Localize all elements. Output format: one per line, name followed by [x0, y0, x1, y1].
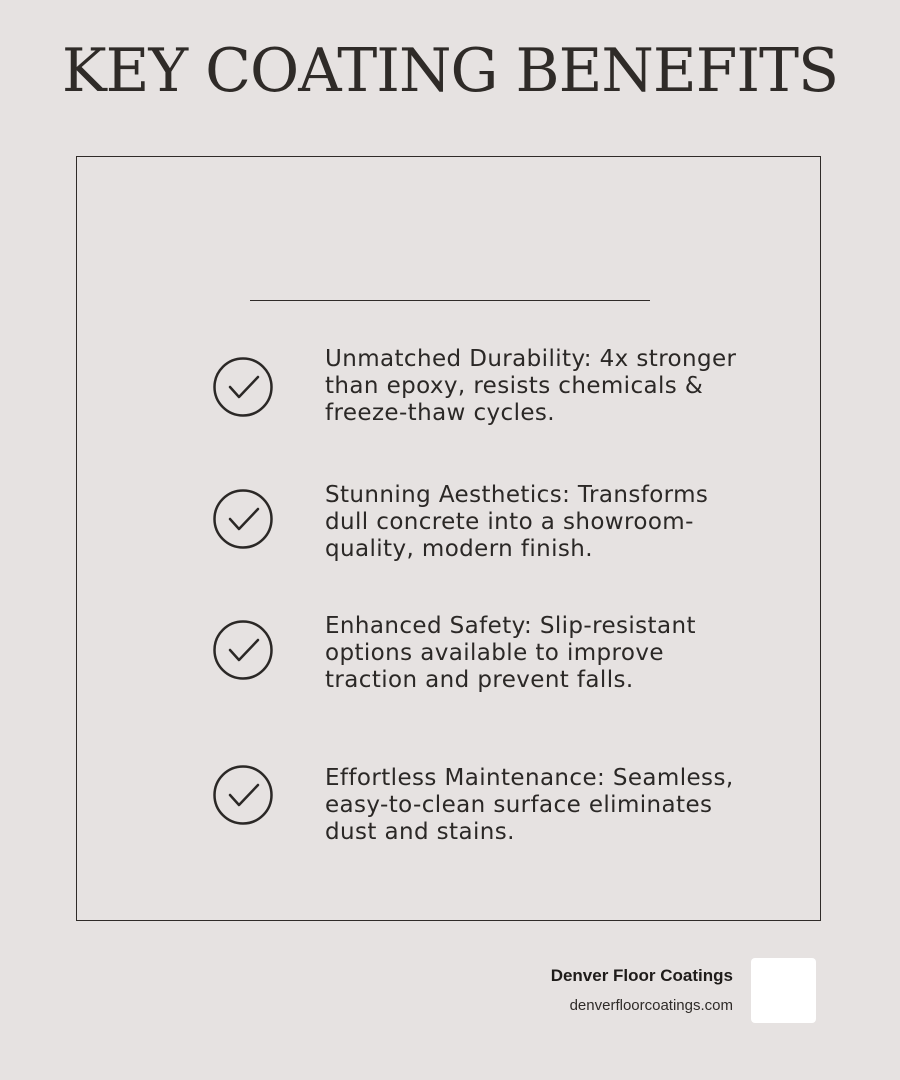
benefit-text: Stunning Aesthetics: Transforms dull concrete into a showroom-quality, modern finish.: [325, 482, 709, 562]
page-title: KEY COATING BENEFITS: [61, 36, 839, 106]
benefit-text: Effortless Maintenance: Seamless, easy-to-clean surface eliminates dust and stains.: [325, 765, 734, 845]
check-circle-icon: [212, 488, 274, 550]
check-circle-icon: [212, 356, 274, 418]
benefit-text: Enhanced Safety: Slip-resistant options available to improve traction and prevent falls.: [325, 613, 696, 693]
benefit-text: Unmatched Durability: 4x stronger than epoxy, resists chemicals & freeze-thaw cycles.: [325, 346, 737, 426]
check-circle-icon: [212, 619, 274, 681]
check-circle-icon: [212, 764, 274, 826]
website-link[interactable]: denverfloorcoatings.com: [569, 997, 733, 1014]
divider-line: [250, 300, 650, 301]
company-name: Denver Floor Coatings: [550, 966, 733, 985]
logo-placeholder: [751, 958, 816, 1023]
